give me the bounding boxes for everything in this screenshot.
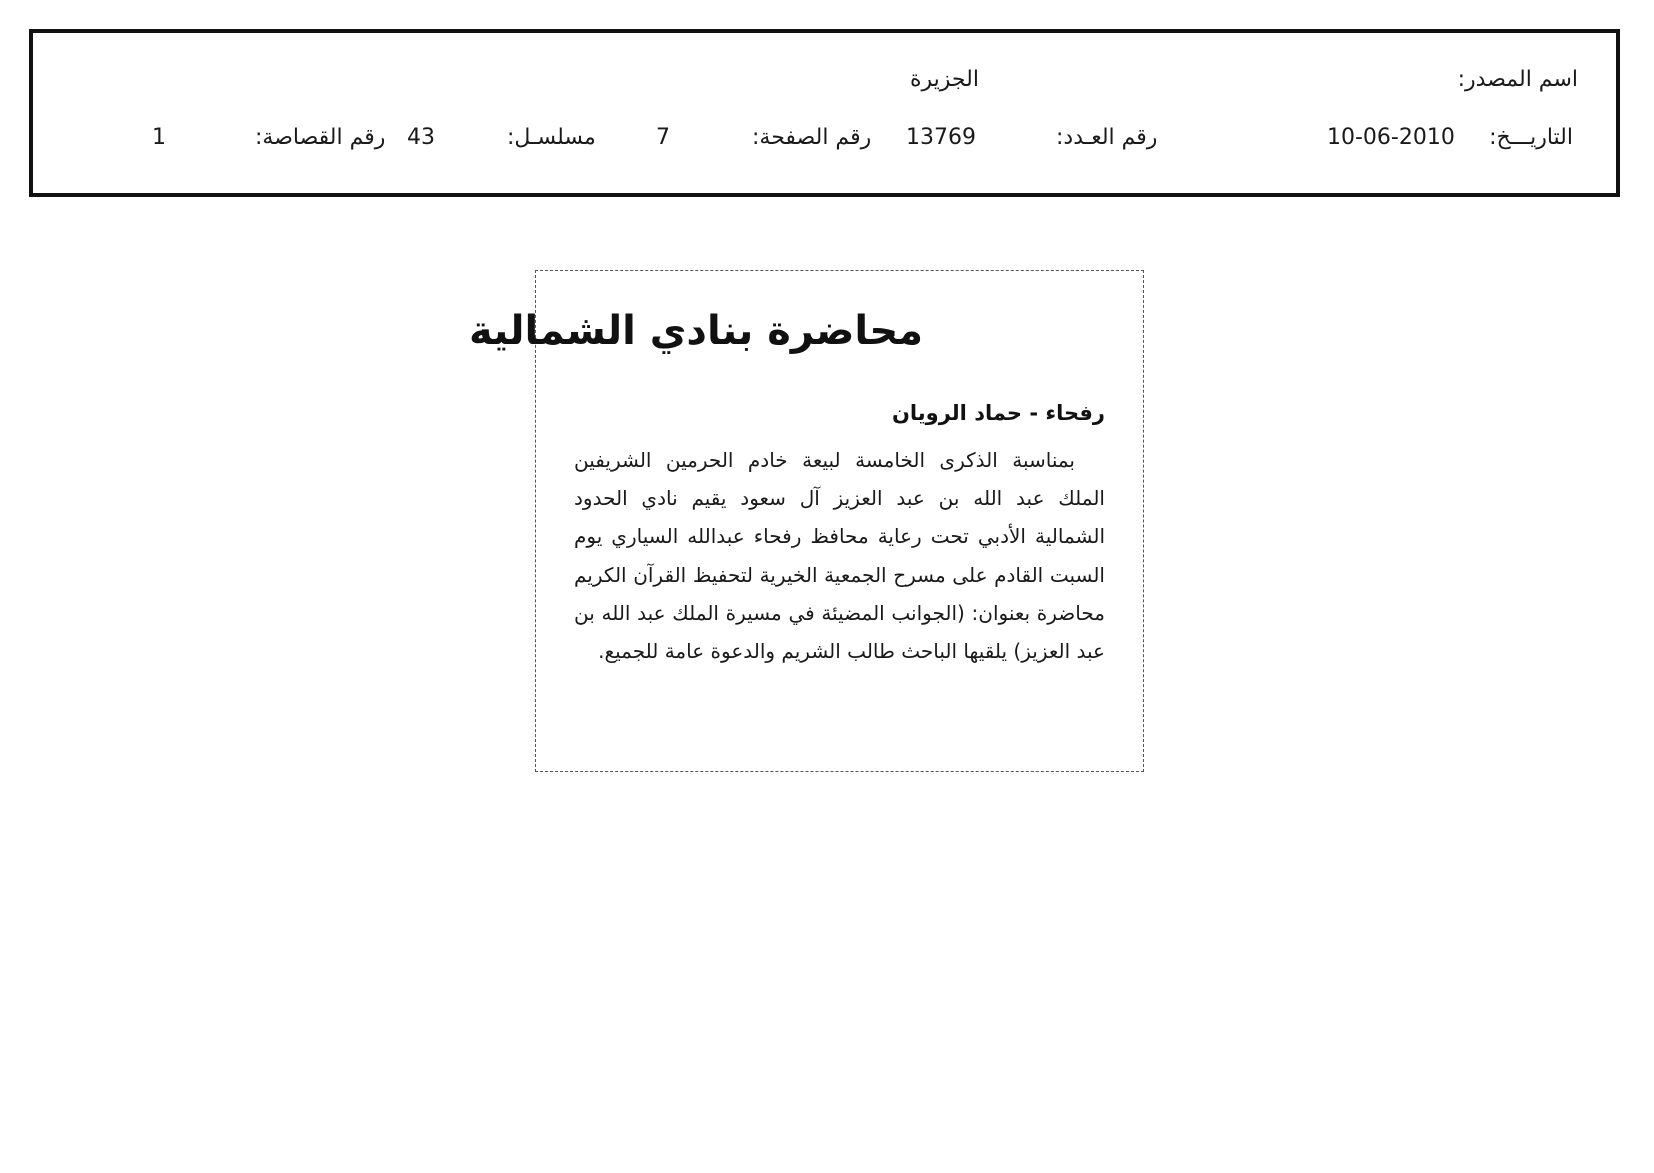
source-value: الجزيرة bbox=[910, 67, 979, 92]
serial-label: مسلسـل: bbox=[507, 125, 596, 150]
issue-label: رقم العـدد: bbox=[1056, 125, 1158, 150]
clip-value: 1 bbox=[152, 125, 166, 150]
issue-value: 13769 bbox=[906, 125, 976, 150]
clip-label: رقم القصاصة: bbox=[255, 125, 386, 150]
source-label: اسم المصدر: bbox=[1457, 67, 1578, 92]
article-body: بمناسبة الذكرى الخامسة لبيعة خادم الحرمين الشريفين الملك عبد الله بن عبد العزيز آل سعود يقيم نادي الحدود الشمالية الأدبي تحت رعاية محافظ رفحاء عبدالله السياري يوم السبت القادم على مسرح الجمعية الخيرية لتحفيظ القرآن الكريم محاضرة بعنوان: (الجوانب المضيئة في مسيرة الملك عبد الله بن عبد العزيز) يلقيها الباحث طالب الشريم والدعوة عامة للجميع. bbox=[574, 448, 1105, 664]
clipping-header bbox=[29, 29, 1620, 197]
serial-value: 43 bbox=[407, 125, 435, 150]
newspaper-clipping bbox=[468, 270, 1144, 772]
date-value: 10-06-2010 bbox=[1327, 125, 1455, 150]
page-label: رقم الصفحة: bbox=[752, 125, 872, 150]
article-headline: محاضرة بنادي الشمالية bbox=[468, 308, 923, 354]
date-label: التاريـــخ: bbox=[1489, 125, 1573, 150]
page-value: 7 bbox=[656, 125, 670, 150]
article-byline: رفحاء - حماد الرويان bbox=[891, 401, 1105, 425]
